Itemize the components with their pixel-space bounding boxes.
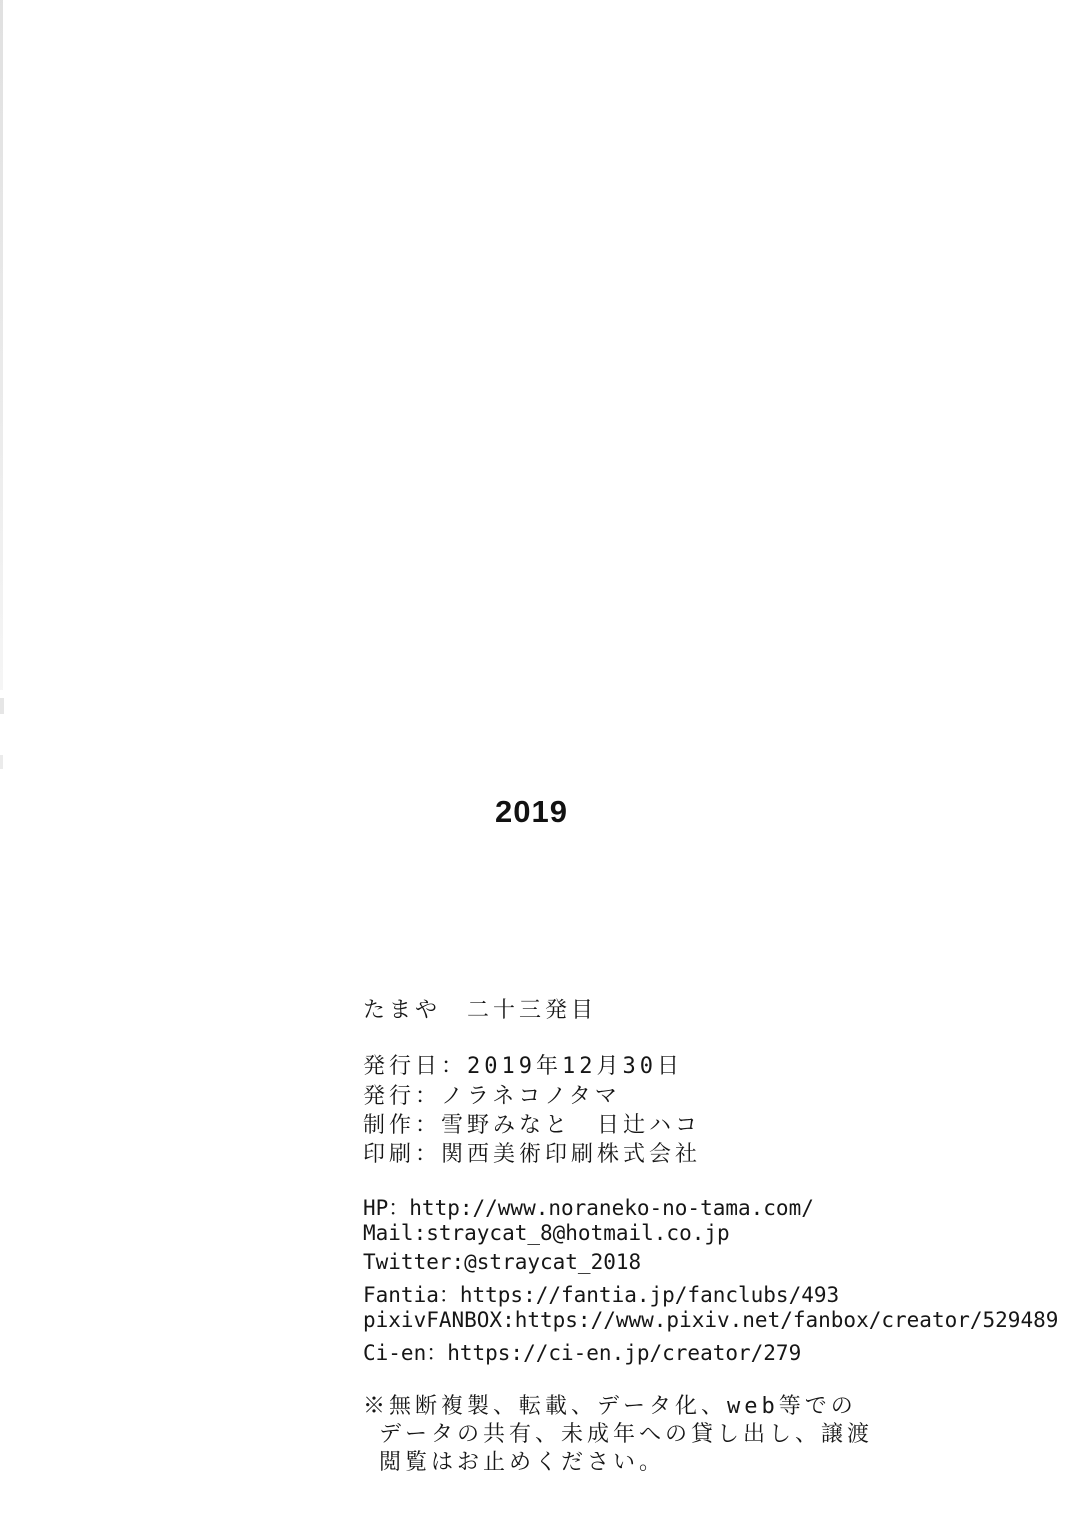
ci-en-url-line: Ci-en：https://ci-en.jp/creator/279 bbox=[363, 1341, 802, 1365]
publish-date-line: 発行日：2019年12月30日 bbox=[363, 1054, 683, 1079]
doujin-title: たまや 二十三発目 bbox=[363, 998, 598, 1023]
production-credits-line: 制作：雪野みなと 日辻ハコ bbox=[363, 1113, 702, 1138]
scan-smudge-artifact bbox=[0, 755, 3, 769]
fantia-url-line: Fantia：https://fantia.jp/fanclubs/493 bbox=[363, 1283, 840, 1307]
homepage-url-line: HP：http://www.noraneko-no-tama.com/ bbox=[363, 1196, 814, 1220]
publisher-line: 発行：ノラネコノタマ bbox=[363, 1084, 621, 1109]
copyright-notice-line: データの共有、未成年への貸し出し、譲渡 bbox=[379, 1422, 874, 1447]
mail-address-line: Mail:straycat_8@hotmail.co.jp bbox=[363, 1221, 730, 1245]
printer-line: 印刷：関西美術印刷株式会社 bbox=[363, 1142, 702, 1167]
copyright-notice-line: 閲覧はお止めください。 bbox=[379, 1450, 666, 1475]
year-page-label: 2019 bbox=[495, 794, 568, 829]
scan-edge-artifact bbox=[0, 0, 3, 690]
copyright-notice-line: ※無断複製、転載、データ化、web等での bbox=[363, 1394, 857, 1419]
twitter-handle-line: Twitter:@straycat_2018 bbox=[363, 1250, 642, 1274]
pixiv-fanbox-url-line: pixivFANBOX:https://www.pixiv.net/fanbox/creator/529489 bbox=[363, 1308, 1059, 1332]
scan-smudge-artifact bbox=[0, 698, 4, 714]
